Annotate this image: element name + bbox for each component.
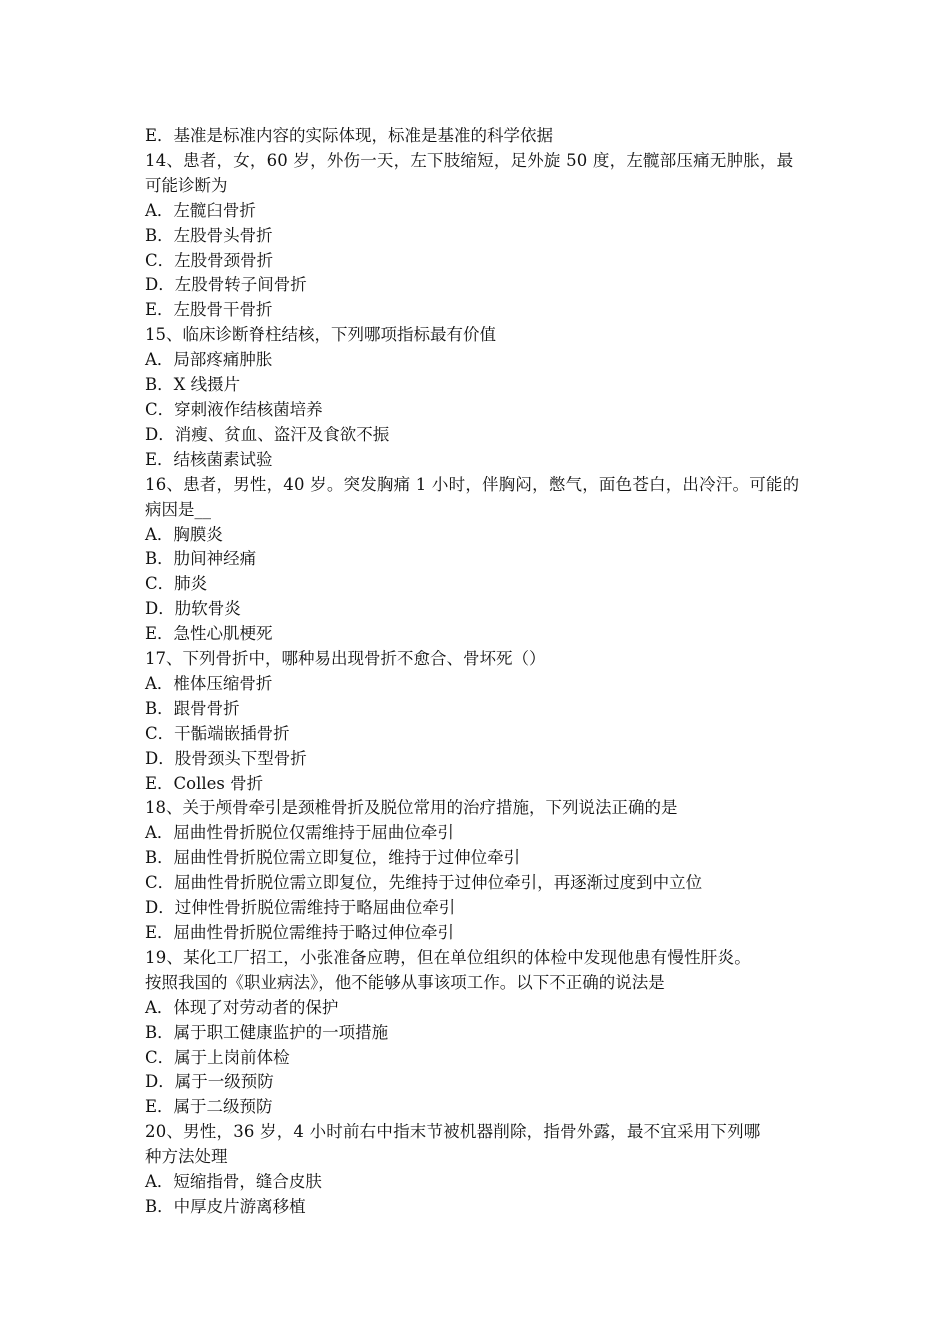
question-17-stem: 17、下列骨折中，哪种易出现骨折不愈合、骨坏死（） (145, 649, 546, 669)
question-19-option-e: E．属于二级预防 (145, 1097, 273, 1117)
question-14-option-c: C．左股骨颈骨折 (145, 250, 274, 270)
question-15 (145, 323, 813, 472)
question-14-option-a: A．左髋臼骨折 (145, 200, 256, 220)
question-14-stem: 14、患者，女，60 岁，外伤一天，左下肢缩短，足外旋 50 度，左髋部压痛无肿胀，最 (145, 150, 794, 170)
question-20-option-a: A．短缩指骨，缝合皮肤 (145, 1172, 322, 1192)
question-18-option-e: E．屈曲性骨折脱位需维持于略过伸位牵引 (145, 923, 455, 942)
question-15-option-b: B．X 线摄片 (145, 375, 241, 395)
question-17-option-d: D．股骨颈头下型骨折 (145, 748, 307, 768)
question-18 (145, 796, 813, 945)
question-20-stem-cont: 种方法处理 (145, 1147, 228, 1167)
question-14 (145, 149, 813, 323)
question-16-option-a: A．胸膜炎 (145, 524, 223, 544)
question-20-option-b: B．中厚皮片游离移植 (145, 1196, 306, 1216)
question-20-stem: 20、男性，36 岁，4 小时前右中指末节被机器削除，指骨外露，最不宜采用下列哪 (145, 1122, 761, 1142)
question-16-option-c: C．肺炎 (145, 574, 208, 594)
question-16-stem-cont: 病因是__ (145, 499, 211, 519)
question-18-option-a: A．屈曲性骨折脱位仅需维持于屈曲位牵引 (145, 823, 454, 843)
option-e-prev-question: E．基准是标准内容的实际体现，标准是基准的科学依据 (145, 126, 554, 145)
question-19-option-d: D．属于一级预防 (145, 1072, 274, 1092)
question-16-option-d: D．肋软骨炎 (145, 599, 241, 619)
question-14-option-d: D．左股骨转子间骨折 (145, 275, 307, 295)
question-15-option-d: D．消瘦、贫血、盗汗及食欲不振 (145, 424, 390, 444)
question-18-stem: 18、关于颅骨牵引是颈椎骨折及脱位常用的治疗措施，下列说法正确的是 (145, 798, 678, 818)
question-18-option-c: C．屈曲性骨折脱位需立即复位，先维持于过伸位牵引，再逐渐过度到中立位 (145, 873, 703, 893)
question-15-option-c: C．穿刺液作结核菌培养 (145, 399, 323, 419)
question-17 (145, 647, 813, 796)
question-19 (145, 946, 813, 1120)
question-16 (145, 473, 813, 647)
question-20 (145, 1120, 813, 1220)
question-19-option-a: A．体现了对劳动者的保护 (145, 997, 339, 1017)
question-15-stem: 15、临床诊断脊柱结核，下列哪项指标最有价值 (145, 325, 496, 345)
question-15-option-a: A．局部疼痛肿胀 (145, 350, 273, 370)
question-19-stem: 19、某化工厂招工，小张准备应聘，但在单位组织的体检中发现他患有慢性肝炎。 (145, 947, 751, 967)
question-15-option-e: E．结核菌素试验 (145, 449, 273, 469)
question-19-option-b: B．属于职工健康监护的一项措施 (145, 1022, 389, 1042)
document-page (145, 124, 813, 1220)
question-16-stem: 16、患者，男性，40 岁。突发胸痛 1 小时，伴胸闷，憋气，面色苍白，出冷汗。可能的 (145, 474, 800, 494)
question-14-stem-cont: 可能诊断为 (145, 175, 228, 195)
question-14-option-e: E．左股骨干骨折 (145, 300, 273, 320)
question-19-stem-cont: 按照我国的《职业病法》，他不能够从事该项工作。以下不正确的说法是 (145, 972, 665, 992)
question-18-option-b: B．屈曲性骨折脱位需立即复位，维持于过伸位牵引 (145, 848, 521, 868)
question-16-option-e: E．急性心肌梗死 (145, 624, 273, 644)
question-17-option-e: E．Colles 骨折 (145, 773, 264, 793)
question-19-option-c: C．属于上岗前体检 (145, 1047, 290, 1067)
question-18-option-d: D．过伸性骨折脱位需维持于略屈曲位牵引 (145, 898, 456, 918)
question-17-option-a: A．椎体压缩骨折 (145, 673, 273, 693)
question-17-option-b: B．跟骨骨折 (145, 698, 240, 718)
question-16-option-b: B．肋间神经痛 (145, 549, 257, 569)
question-17-option-c: C．干骺端嵌插骨折 (145, 723, 290, 743)
question-14-option-b: B．左股骨头骨折 (145, 225, 273, 245)
